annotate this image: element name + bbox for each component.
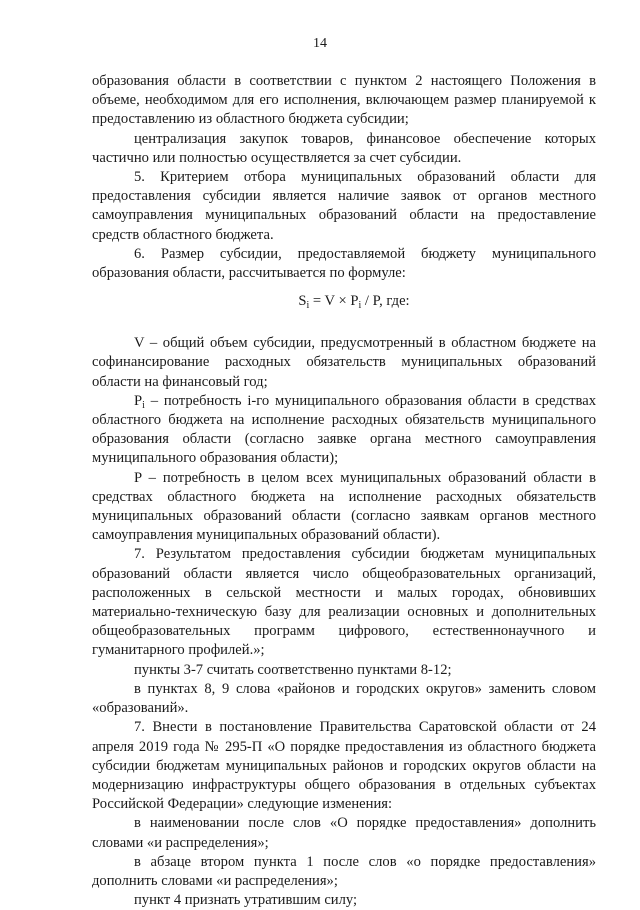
definition-pi-subscript: i [142,399,145,411]
definition-v: V – общий объем субсидии, предусмотренный в областном бюджете на софинансирование расходных обязательств муниципальных образований области на финансовый год; [92,335,596,390]
paragraph-criterion: 5. Критерием отбора муниципальных образований области для предоставления субсидии является наличие заявок от органов местного самоуправления муниципальных образований области на предоставление средств областного бюджета. [92,169,596,243]
formula-mid: = V × P [309,293,359,310]
paragraph-renumber: пункты 3-7 считать соответственно пунктами 8-12; [134,661,452,678]
paragraph-title-change: в наименовании после слов «О порядке предоставления» дополнить словами «и распределения»; [92,815,596,851]
formula-end: / P, где: [361,293,410,310]
definition-p: P – потребность в целом всех муниципальных образований области в средствах областного бюджета на исполнение расходных обязательств муниципальных образований области (согласно заявкам органов местного самоуправления муниципальных образований области). [92,469,596,544]
paragraph-result: 7. Результатом предоставления субсидии бюджетам муниципальных образований области является число общеобразовательных организаций, расположенных в сельской местности и малых городах, обновивших материально-техническую базу для реализации основных и дополнительных общеобразовательных программ цифрового, естественнонаучного и гуманитарного профилей.»; [92,546,596,659]
formula [102,293,606,310]
paragraph-clause-change: в абзаце втором пункта 1 после слов «о порядке предоставления» дополнить словами «и распределения»; [92,853,596,889]
paragraph-centralization: централизация закупок товаров, финансовое обеспечение которых частично или полностью осуществляется за счет субсидии. [92,130,596,166]
definition-pi [92,392,596,469]
formula-s: S [298,293,307,310]
paragraph-replace-words: в пунктах 8, 9 слова «районов и городских округов» заменить словом «образований». [92,680,596,717]
definition-pi-symbol: P [134,392,143,409]
paragraph-subsidy-size: 6. Размер субсидии, предоставляемой бюджету муниципального образования области, рассчитывается по формуле: [92,245,596,282]
paragraph-amend-resolution: 7. Внести в постановление Правительства Саратовской области от 24 апреля 2019 года № 295-П «О порядке предоставления из областного бюджета субсидии бюджетам муниципальных районов и городских округов области на модернизацию инфраструктуры общего образования в отдельных субъектах Российской Федерации» следующие изменения: [92,719,596,813]
definition-pi-text: – потребность i-го муниципального образования области в средствах областного бюджета на исполнение расходных обязательств муниципального образования области (согласно заявке органа местного самоуправления муниципального образования области); [92,392,596,467]
paragraph-repeal: пункт 4 признать утратившим силу; [134,892,358,909]
paragraph-continuation: образования области в соответствии с пунктом 2 настоящего Положения в объеме, необходимом для его исполнения, включающем размер планируемой к предоставлению из областного бюджета субсидии; [92,73,596,128]
formula-s-subscript: i [306,300,310,312]
formula-p-subscript: i [358,300,362,312]
page-number: 14 [313,36,327,51]
